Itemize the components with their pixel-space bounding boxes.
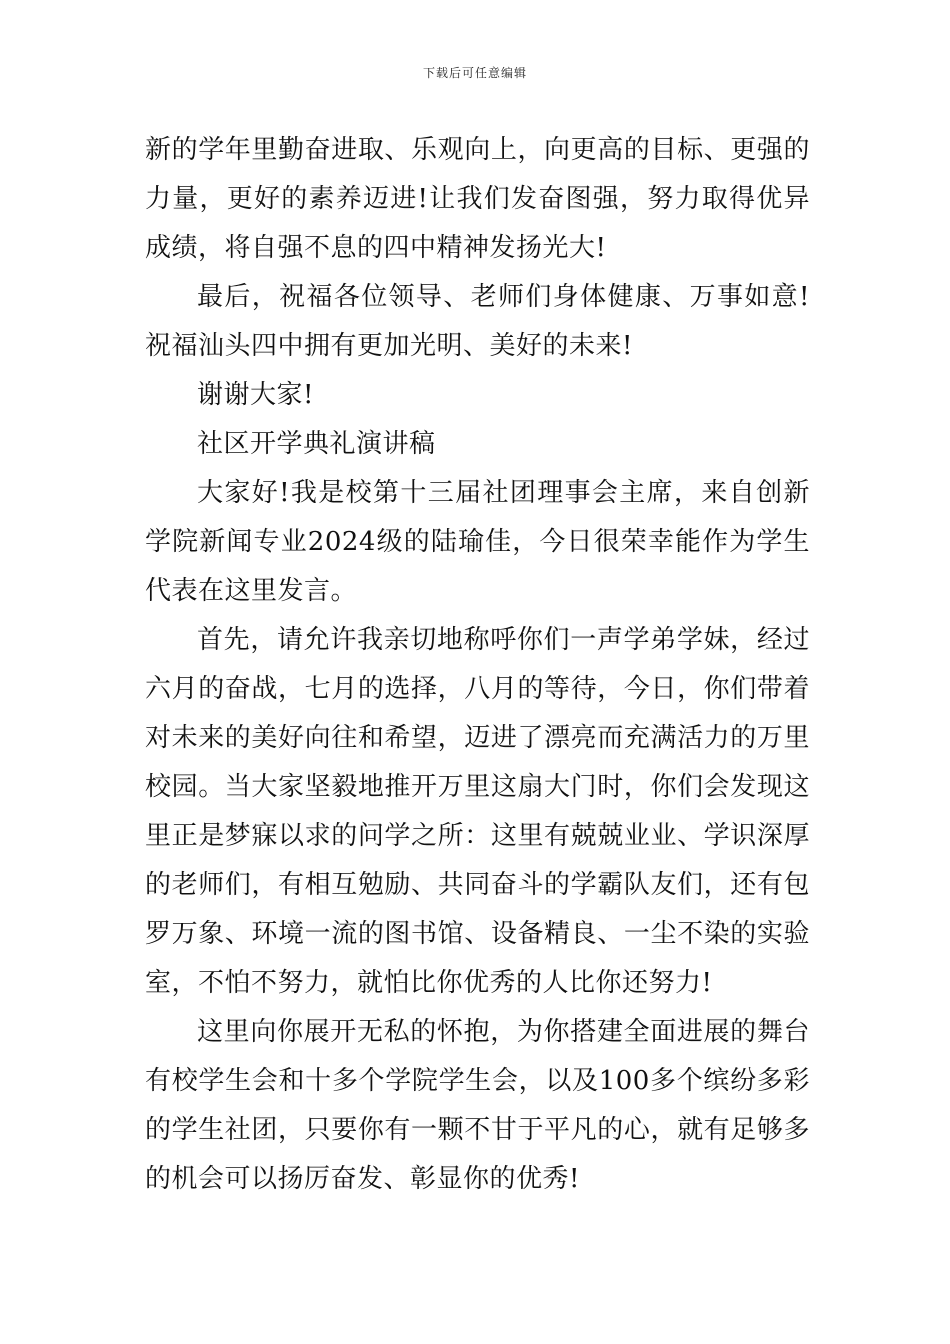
- document-body: [145, 126, 810, 1204]
- section-title: 社区开学典礼演讲稿: [197, 429, 436, 459]
- paragraph-opportunities: 这里向你展开无私的怀抱，为你搭建全面进展的舞台有校学生会和十多个学院学生会，以及100多个缤纷多彩的学生社团，只要你有一颗不甘于平凡的心，就有足够多的机会可以扬厉奋发、彰显你的优秀!: [145, 1017, 810, 1194]
- paragraph-thanks: 谢谢大家!: [197, 380, 314, 410]
- page-header-note: 下载后可任意编辑: [422, 66, 527, 80]
- paragraph-greeting: 大家好!我是校第十三届社团理事会主席，来自创新学院新闻专业2024级的陆瑜佳，今日很荣幸能作为学生代表在这里发言。: [145, 478, 810, 606]
- paragraph-continuation: 新的学年里勤奋进取、乐观向上，向更高的目标、更强的力量，更好的素养迈进!让我们发奋图强，努力取得优异成绩，将自强不息的四中精神发扬光大!: [145, 135, 810, 263]
- paragraph-closing-wishes: 最后，祝福各位领导、老师们身体健康、万事如意!祝福汕头四中拥有更加光明、美好的未来!: [145, 282, 810, 361]
- paragraph-welcome: 首先，请允许我亲切地称呼你们一声学弟学妹，经过六月的奋战，七月的选择，八月的等待，今日，你们带着对未来的美好向往和希望，迈进了漂亮而充满活力的万里校园。当大家坚毅地推开万里这扇大门时，你们会发现这里正是梦寐以求的问学之所：这里有兢兢业业、学识深厚的老师们，有相互勉励、共同奋斗的学霸队友们，还有包罗万象、环境一流的图书馆、设备精良、一尘不染的实验室，不怕不努力，就怕比你优秀的人比你还努力!: [145, 625, 810, 998]
